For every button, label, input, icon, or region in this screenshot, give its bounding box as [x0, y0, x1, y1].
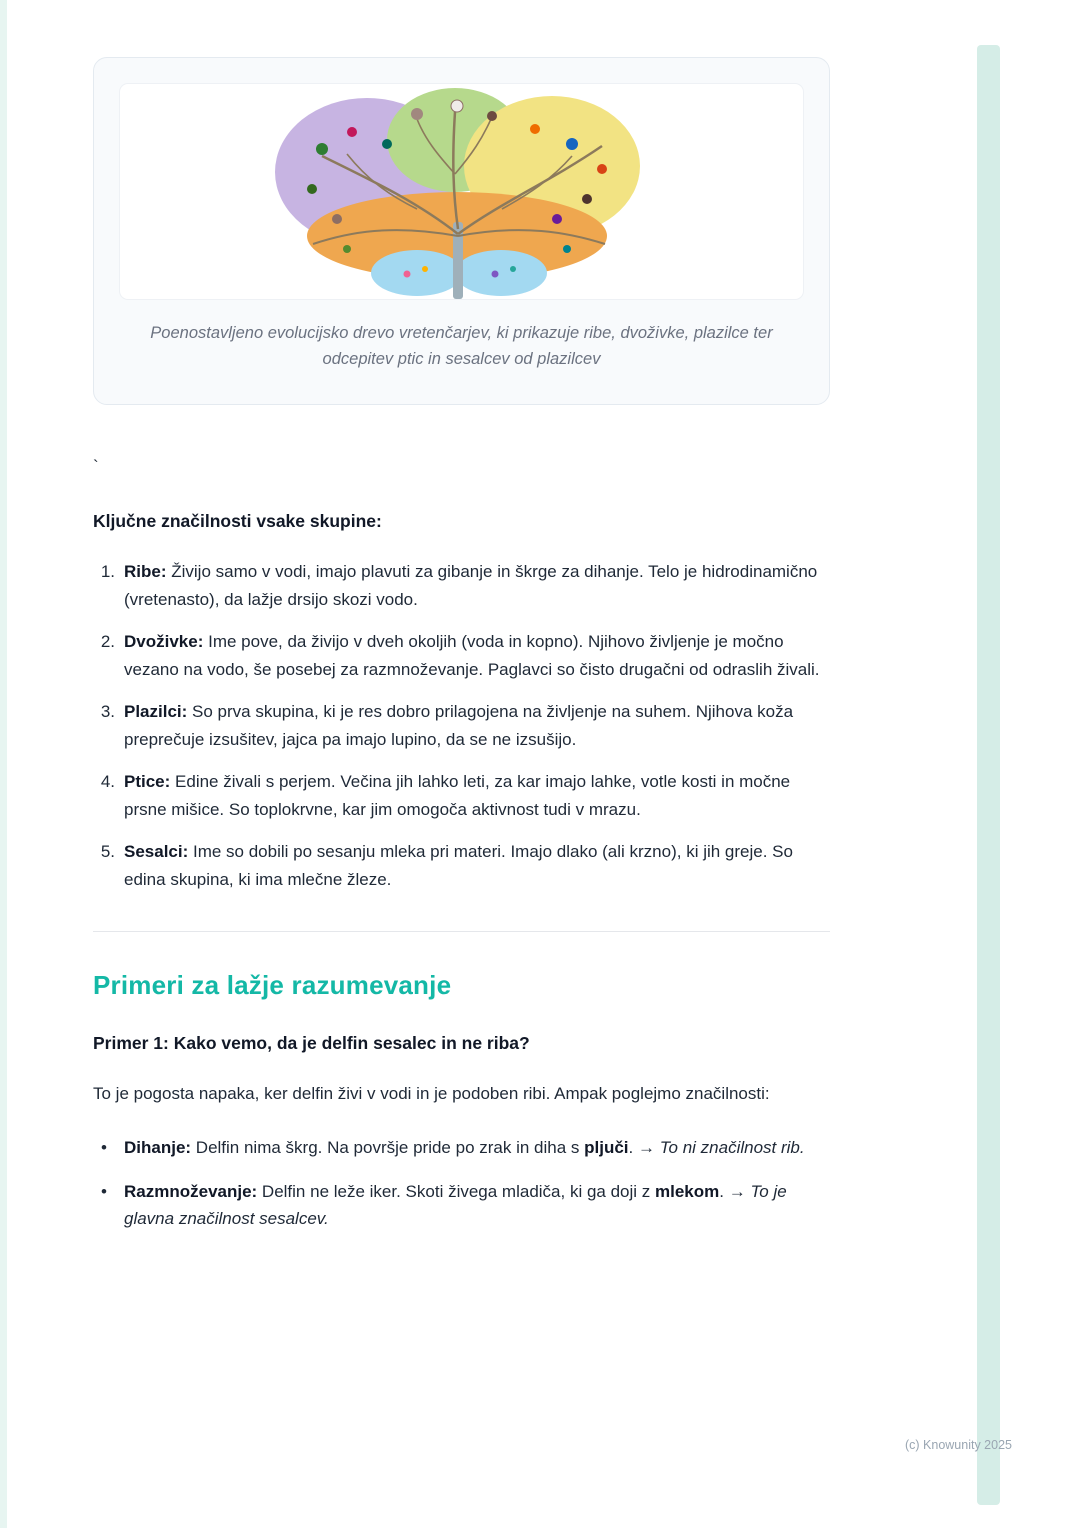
bullet-label: Dihanje:	[124, 1137, 192, 1157]
bullet-italic: To je glavna značilnost sesalcev.	[124, 1181, 787, 1229]
list-item-text	[124, 558, 830, 613]
item-text: Edine živali s perjem. Večina jih lahko leti, za kar imajo lahke, votle kosti in močne prsne mišice. So toplokrvne, kar jim omogoča aktivnost tudi v mrazu.	[124, 772, 791, 819]
list-item-text	[124, 698, 830, 753]
right-scroll-strip[interactable]	[977, 45, 1000, 1505]
item-text: Živijo samo v vodi, imajo plavuti za gibanje in škrge za dihanje. Telo je hidrodinamično (vretenasto), da lažje drsijo skozi vodo.	[124, 562, 818, 609]
bullet-icon: •	[101, 1181, 107, 1201]
bullet-bold-word: pljuči	[584, 1137, 629, 1157]
section-divider	[93, 931, 830, 932]
list-item-ribe	[93, 558, 830, 613]
list-item-plazilci	[93, 698, 830, 753]
bullet-plain: Delfin nima škrg. Na površje pride po zrak in diha s	[191, 1137, 585, 1157]
item-text: Ime so dobili po sesanju mleka pri materi. Imajo dlako (ali krzno), ki jih greje. So edina skupina, ki ima mlečne žleze.	[124, 842, 793, 889]
bullet-arrow: . →	[628, 1137, 660, 1157]
list-number: 4.	[100, 772, 115, 792]
item-label: Plazilci:	[124, 702, 188, 722]
figure-card	[93, 57, 830, 405]
key-features-heading: Ključne značilnosti vsake skupine:	[93, 511, 382, 532]
list-number: 3.	[100, 702, 115, 722]
evolution-tree-illustration	[267, 84, 657, 299]
list-item-ptice	[93, 768, 830, 823]
bullet-text	[124, 1134, 805, 1162]
bullet-item-dihanje	[93, 1134, 830, 1162]
example1-intro: To je pogosta napaka, ker delfin živi v vodi in je podoben ribi. Ampak poglejmo značilnosti:	[93, 1084, 770, 1104]
stray-character: `	[93, 457, 99, 477]
item-label: Dvoživke:	[124, 632, 204, 652]
item-label: Ptice:	[124, 772, 171, 792]
bullet-icon: •	[101, 1137, 107, 1157]
bullet-item-razmnozevanje	[93, 1178, 830, 1233]
copyright-notice: (c) Knowunity 2025	[904, 1438, 1012, 1452]
example1-heading: Primer 1: Kako vemo, da je delfin sesalec in ne riba?	[93, 1033, 530, 1054]
list-item-text	[124, 628, 830, 683]
item-label: Ribe:	[124, 562, 167, 582]
list-item-text	[124, 768, 830, 823]
bullet-text	[124, 1178, 830, 1233]
examples-section-heading: Primeri za lažje razumevanje	[93, 970, 452, 1001]
list-item-dvozivke	[93, 628, 830, 683]
list-item-text	[124, 838, 830, 893]
list-number: 1.	[100, 562, 115, 582]
key-features-list	[93, 558, 830, 893]
bullet-label: Razmnoževanje:	[124, 1181, 258, 1201]
list-number: 2.	[100, 632, 115, 652]
bullet-arrow: . →	[719, 1181, 751, 1201]
item-text: Ime pove, da živijo v dveh okoljih (voda in kopno). Njihovo življenje je močno vezano na vodo, še posebej za razmnoževanje. Paglavci so čisto drugačni od odraslih živali.	[124, 632, 820, 679]
document-content	[93, 57, 830, 1249]
item-text: So prva skupina, ki je res dobro prilagojena na življenje na suhem. Njihova koža preprečuje izsušitev, jajca pa imajo lupino, da se ne izsušijo.	[124, 702, 794, 749]
bullet-italic: To ni značilnost rib.	[659, 1137, 805, 1157]
item-label: Sesalci:	[124, 842, 189, 862]
figure-caption: Poenostavljeno evolucijsko drevo vretenčarjev, ki prikazuje ribe, dvoživke, plazilce ter odcepitev ptic in sesalcev od plazilcev	[150, 324, 773, 368]
evolution-tree-figure	[120, 84, 803, 299]
bullet-bold-word: mlekom	[655, 1181, 720, 1201]
example1-bullet-list	[93, 1134, 830, 1233]
left-margin-strip	[0, 0, 7, 1528]
list-item-sesalci	[93, 838, 830, 893]
list-number: 5.	[100, 842, 115, 862]
bullet-plain: Delfin ne leže iker. Skoti živega mladiča, ki ga doji z	[257, 1181, 656, 1201]
